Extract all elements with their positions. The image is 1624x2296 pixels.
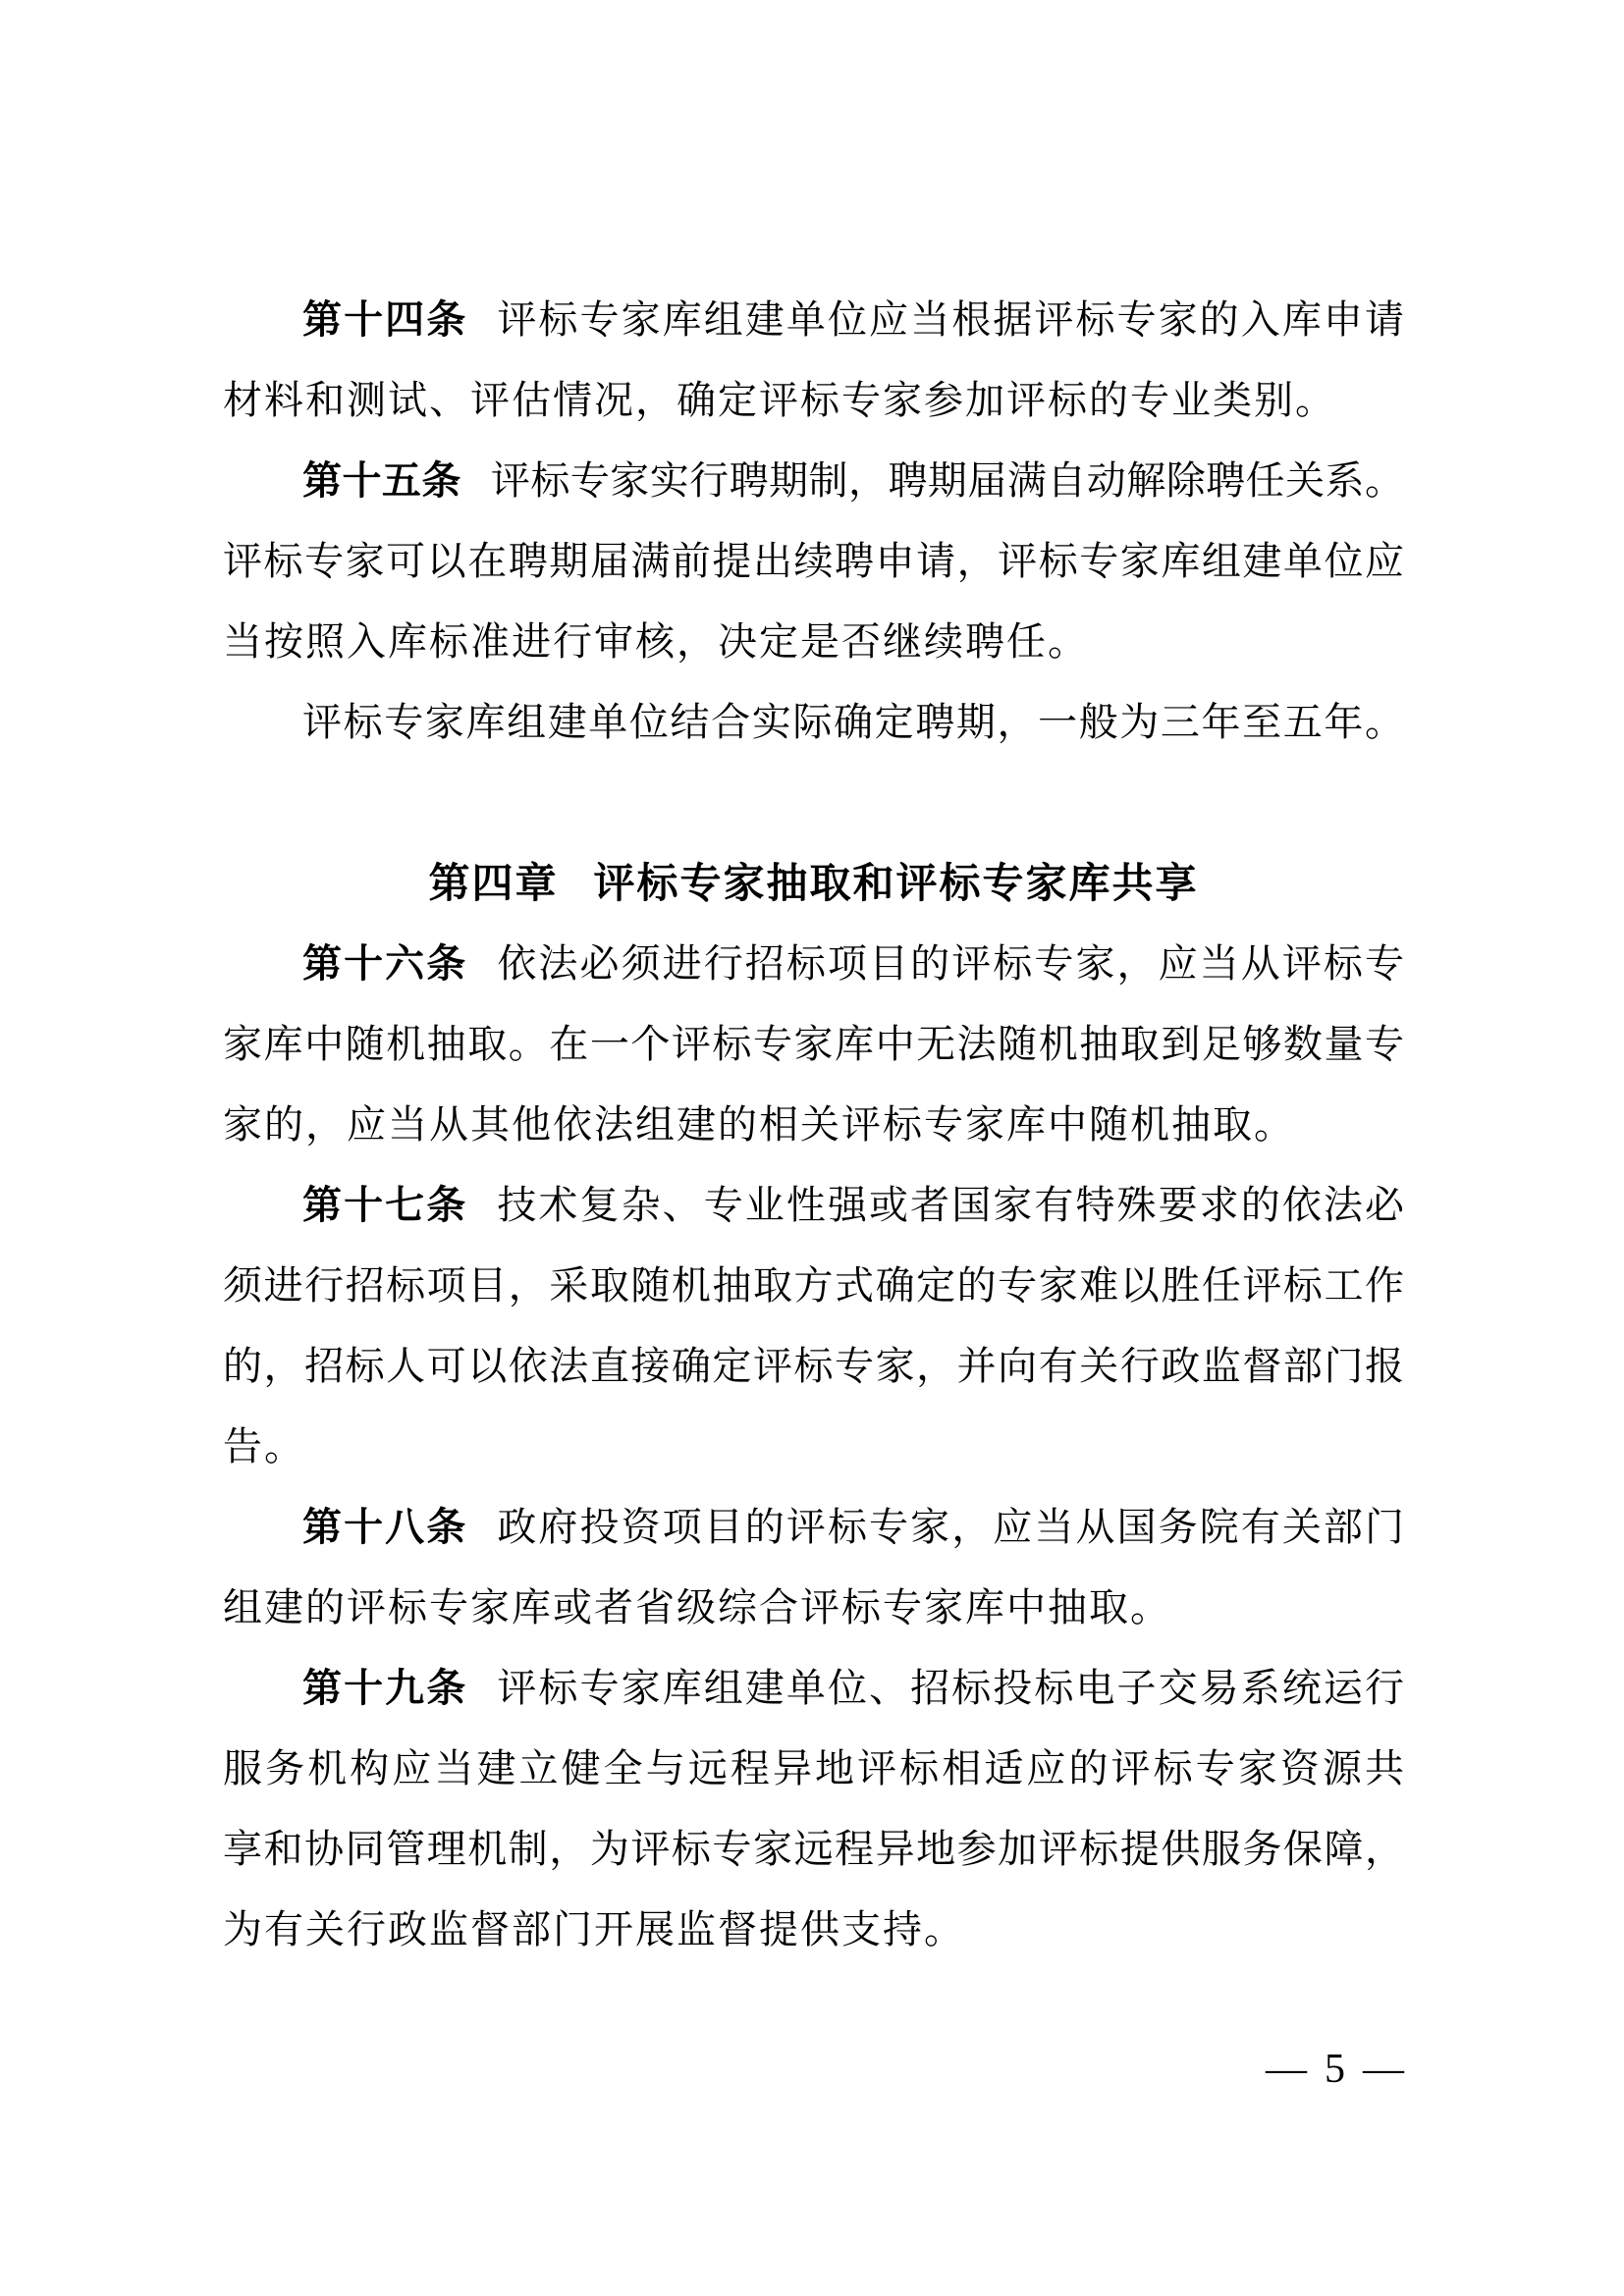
line-text: 评标专家实行聘期制，聘期届满自动解除聘任关系。 (490, 458, 1405, 503)
body-line (223, 1246, 1404, 1326)
line-text: 家的，应当从其他依法组建的相关评标专家库中随机抽取。 (223, 1102, 1295, 1147)
line-text: 依法必须进行招标项目的评标专家，应当从评标专 (497, 941, 1405, 986)
blank-line (223, 763, 1404, 843)
chapter-number: 第四章 (428, 860, 559, 906)
body-line (223, 1326, 1404, 1407)
line-text: 评标专家库组建单位、招标投标电子交易系统运行 (497, 1666, 1405, 1710)
line-text: 家库中随机抽取。在一个评标专家库中无法随机抽取到足够数量专 (223, 1022, 1404, 1066)
body-line (223, 1890, 1404, 1970)
article-number: 第十七条 (302, 1184, 468, 1227)
line-text: 政府投资项目的评标专家，应当从国务院有关部门 (497, 1505, 1405, 1549)
chapter-heading (223, 843, 1404, 924)
body-line (223, 602, 1404, 682)
body-line (223, 1085, 1404, 1165)
line-text: 评标专家库组建单位结合实际确定聘期，一般为三年至五年。 (302, 700, 1404, 744)
line-text: 为有关行政监督部门开展监督提供支持。 (223, 1907, 965, 1951)
footer-dash-right: — (1363, 2047, 1404, 2092)
body-line (223, 441, 1404, 521)
line-text: 当按照入库标准进行审核，决定是否继续聘任。 (223, 619, 1089, 664)
line-text: 须进行招标项目，采取随机抽取方式确定的专家难以胜任评标工作 (223, 1263, 1404, 1308)
body-line (223, 1648, 1404, 1729)
page-footer (1266, 2040, 1404, 2099)
body-line (223, 1165, 1404, 1246)
body-line (223, 1568, 1404, 1648)
article-number: 第十五条 (302, 459, 461, 503)
article-number: 第十八条 (302, 1506, 468, 1549)
line-text: 技术复杂、专业性强或者国家有特殊要求的依法必 (497, 1183, 1405, 1227)
body-line (223, 1004, 1404, 1085)
line-text: 评标专家库组建单位应当根据评标专家的入库申请 (497, 297, 1405, 342)
body-line (223, 1487, 1404, 1568)
document-body (223, 280, 1404, 1970)
article-number: 第十九条 (302, 1667, 468, 1710)
body-line (223, 521, 1404, 602)
body-line (223, 360, 1404, 441)
line-text: 评标专家可以在聘期届满前提出续聘申请，评标专家库组建单位应 (223, 539, 1404, 583)
body-line (223, 1729, 1404, 1809)
chapter-title: 评标专家抽取和评标专家库共享 (593, 860, 1199, 906)
body-line (223, 1407, 1404, 1487)
body-line (223, 924, 1404, 1004)
body-line (223, 682, 1404, 763)
line-text: 组建的评标专家库或者省级综合评标专家库中抽取。 (223, 1585, 1171, 1629)
body-line (223, 280, 1404, 360)
line-text: 服务机构应当建立健全与远程异地评标相适应的评标专家资源共 (223, 1746, 1404, 1790)
line-text: 告。 (223, 1424, 305, 1468)
article-number: 第十六条 (302, 942, 468, 986)
line-text: 的，招标人可以依法直接确定评标专家，并向有关行政监督部门报 (223, 1344, 1404, 1388)
body-line (223, 1809, 1404, 1890)
line-text: 材料和测试、评估情况，确定评标专家参加评标的专业类别。 (223, 378, 1336, 422)
footer-dash-left: — (1266, 2047, 1307, 2092)
line-text: 享和协同管理机制，为评标专家远程异地参加评标提供服务保障， (223, 1827, 1404, 1871)
article-number: 第十四条 (302, 298, 468, 342)
page-number: 5 (1325, 2047, 1345, 2092)
